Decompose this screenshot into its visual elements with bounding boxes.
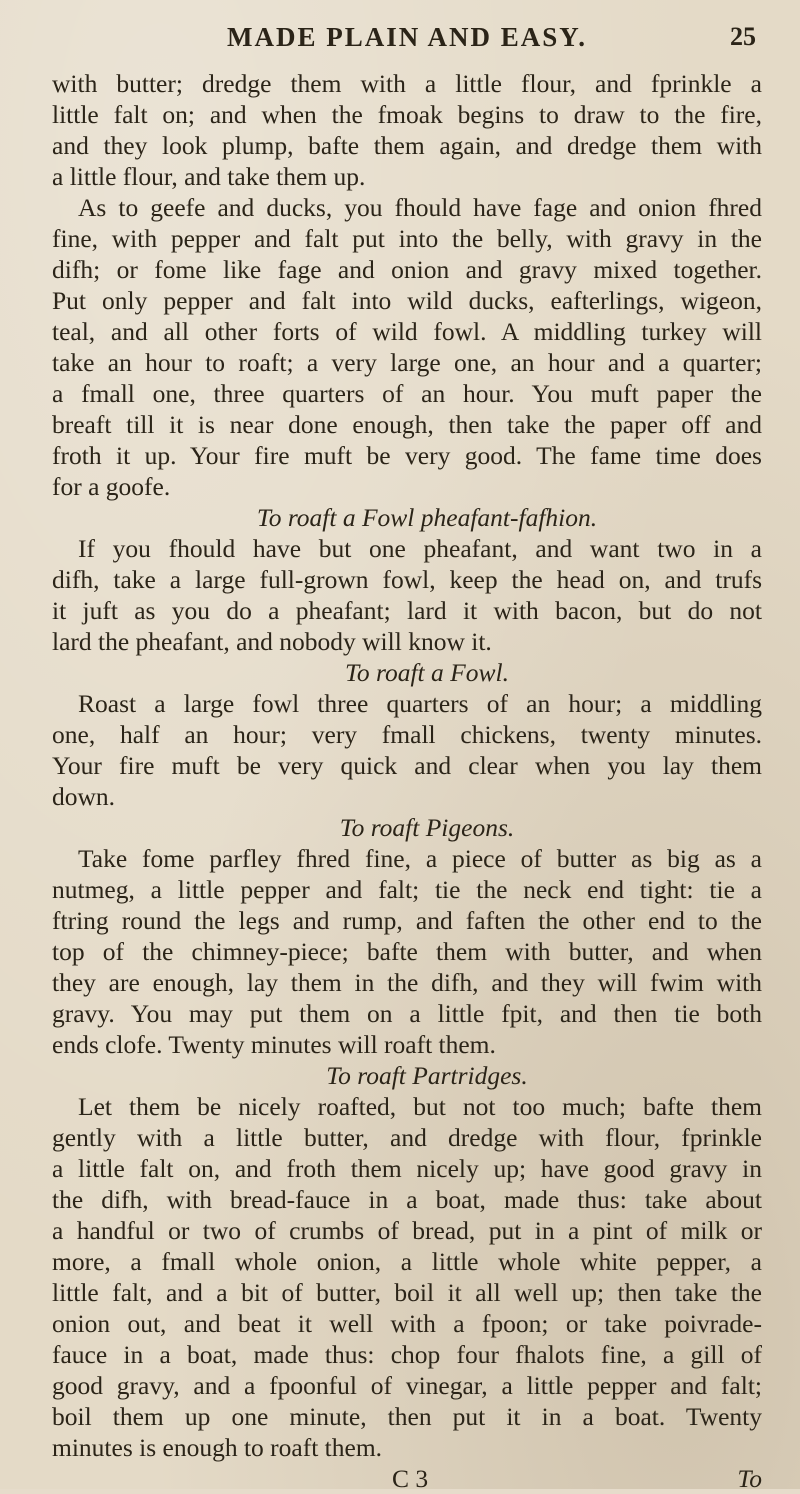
recipe-title: To roaft a Fowl. bbox=[345, 658, 509, 687]
page-number: 25 bbox=[730, 22, 756, 51]
text-line: little falt on; and when the fmoak begins to draw to the fire, bbox=[52, 100, 762, 129]
page-footer bbox=[52, 1463, 762, 1494]
text-line: teal, and all other forts of wild fowl. A middling turkey will bbox=[52, 317, 762, 346]
catchword: To bbox=[737, 1464, 762, 1493]
running-head: MADE PLAIN AND EASY. bbox=[226, 22, 588, 52]
text-line: boil them up one minute, then put it in a boat. Twenty bbox=[52, 1402, 762, 1431]
text-line: with butter; dredge them with a little flour, and fprinkle a bbox=[52, 69, 762, 98]
text-line: a handful or two of crumbs of bread, put in a pint of milk or bbox=[52, 1216, 762, 1245]
text-line: and they look plump, bafte them again, and dredge them with bbox=[52, 131, 762, 160]
text-line: difh, take a large full-grown fowl, keep the head on, and trufs bbox=[52, 565, 762, 594]
text-line: Let them be nicely roafted, but not too much; bafte them bbox=[78, 1092, 762, 1121]
text-line: difh; or fome like fage and onion and gravy mixed together. bbox=[52, 255, 762, 284]
text-line: the difh, with bread-fauce in a boat, made thus: take about bbox=[52, 1185, 762, 1214]
text-line: Take fome parfley fhred fine, a piece of butter as big as a bbox=[78, 844, 762, 873]
text-line: As to geefe and ducks, you fhould have fage and onion fhred bbox=[78, 193, 762, 222]
recipe-title: To roaft Partridges. bbox=[326, 1061, 528, 1090]
text-line: onion out, and beat it well with a fpoon; or take poivrade- bbox=[52, 1309, 762, 1338]
text-line: Roast a large fowl three quarters of an hour; a middling bbox=[78, 689, 762, 718]
text-line: ftring round the legs and rump, and faften the other end to the bbox=[52, 906, 762, 935]
text-line: down. bbox=[52, 782, 116, 811]
text-line: breaft till it is near done enough, then take the paper off and bbox=[52, 410, 762, 439]
text-line: good gravy, and a fpoonful of vinegar, a little pepper and falt; bbox=[52, 1371, 762, 1400]
text-line: nutmeg, a little pepper and falt; tie the neck end tight: tie a bbox=[52, 875, 762, 904]
recipe-title: To roaft a Fowl pheafant-fafhion. bbox=[256, 503, 598, 532]
text-line: froth it up. Your fire muft be very good. The fame time does bbox=[52, 441, 762, 470]
text-line: more, a fmall whole onion, a little whole white pepper, a bbox=[52, 1247, 762, 1276]
text-line: If you fhould have but one pheafant, and want two in a bbox=[78, 534, 762, 563]
text-line: a little flour, and take them up. bbox=[52, 162, 366, 191]
recipe-roast-partridges bbox=[52, 1060, 762, 1463]
text-line: Put only pepper and falt into wild ducks, eafterlings, wigeon, bbox=[52, 286, 762, 315]
geese-paragraph bbox=[52, 192, 762, 502]
text-line: they are enough, lay them in the difh, and they will fwim with bbox=[52, 968, 762, 997]
text-line: minutes is enough to roaft them. bbox=[52, 1433, 383, 1462]
recipe-fowl-pheasant-fashion bbox=[52, 502, 762, 657]
text-line: a fmall one, three quarters of an hour. You muft paper the bbox=[52, 379, 762, 408]
text-line: it juft as you do a pheafant; lard it with bacon, but do not bbox=[52, 596, 762, 625]
recipe-title: To roaft Pigeons. bbox=[339, 813, 515, 842]
text-line: Your fire muft be very quick and clear when you lay them bbox=[52, 751, 762, 780]
signature-mark: C 3 bbox=[392, 1464, 429, 1493]
text-line: one, half an hour; very fmall chickens, twenty minutes. bbox=[52, 720, 762, 749]
text-line: little falt, and a bit of butter, boil it all well up; then take the bbox=[52, 1278, 762, 1307]
recipe-roast-fowl bbox=[52, 657, 762, 812]
text-line: a little falt on, and froth them nicely up; have good gravy in bbox=[52, 1154, 762, 1183]
text-line: take an hour to roaft; a very large one, an hour and a quarter; bbox=[52, 348, 762, 377]
text-line: gently with a little butter, and dredge with flour, fprinkle bbox=[52, 1123, 762, 1152]
text-line: fine, with pepper and falt put into the belly, with gravy in the bbox=[52, 224, 762, 253]
text-line: ends clofe. Twenty minutes will roaft them. bbox=[52, 1030, 496, 1059]
text-line: gravy. You may put them on a little fpit, and then tie both bbox=[52, 999, 762, 1028]
text-line: for a goofe. bbox=[52, 472, 171, 501]
text-line: top of the chimney-piece; bafte them with butter, and when bbox=[52, 937, 762, 966]
recipe-roast-pigeons bbox=[52, 812, 762, 1060]
page-header bbox=[52, 22, 762, 68]
continuation-paragraph bbox=[52, 68, 762, 192]
text-line: lard the pheafant, and nobody will know it. bbox=[52, 627, 492, 656]
text-line: fauce in a boat, made thus: chop four fhalots fine, a gill of bbox=[52, 1340, 762, 1369]
